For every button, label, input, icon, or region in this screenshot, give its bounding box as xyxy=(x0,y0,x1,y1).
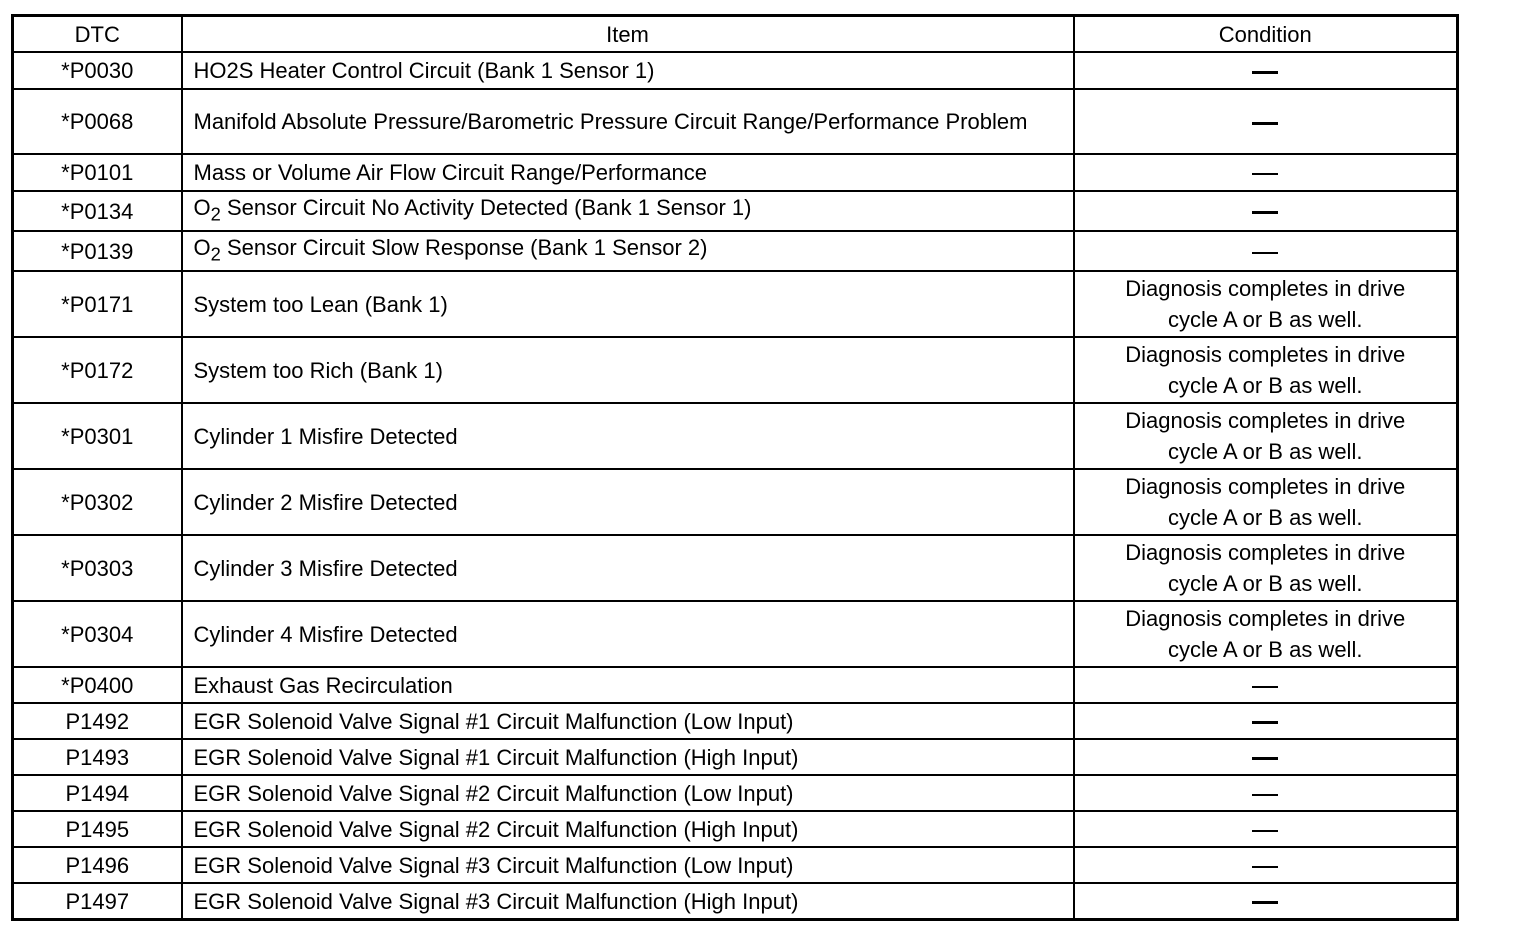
condition-cell xyxy=(1074,271,1458,337)
dtc-code: P1496 xyxy=(13,847,182,883)
condition-line-1: Diagnosis completes in drive xyxy=(1125,342,1406,367)
item-description: Cylinder 2 Misfire Detected xyxy=(182,469,1074,535)
table-row xyxy=(13,601,1458,667)
dtc-code: *P0139 xyxy=(13,231,182,271)
condition-cell xyxy=(1074,535,1458,601)
item-description xyxy=(182,231,1074,271)
dtc-code: P1497 xyxy=(13,883,182,920)
table-row xyxy=(13,403,1458,469)
item-description: Cylinder 4 Misfire Detected xyxy=(182,601,1074,667)
condition-line-2: cycle A or B as well. xyxy=(1168,373,1363,398)
dash xyxy=(1252,830,1278,832)
subscript: 2 xyxy=(210,243,221,265)
header-item: Item xyxy=(182,16,1074,53)
item-description: EGR Solenoid Valve Signal #1 Circuit Malfunction (High Input) xyxy=(182,739,1074,775)
condition-line-2: cycle A or B as well. xyxy=(1168,571,1363,596)
condition-line-1: Diagnosis completes in drive xyxy=(1125,276,1406,301)
item-description: Mass or Volume Air Flow Circuit Range/Performance xyxy=(182,154,1074,191)
item-description: System too Lean (Bank 1) xyxy=(182,271,1074,337)
item-description xyxy=(182,191,1074,231)
condition-cell xyxy=(1074,775,1458,811)
condition-cell xyxy=(1074,89,1458,154)
table-row xyxy=(13,52,1458,89)
condition-cell xyxy=(1074,811,1458,847)
dtc-code: *P0030 xyxy=(13,52,182,89)
dash xyxy=(1252,794,1278,796)
condition-cell xyxy=(1074,601,1458,667)
table-row xyxy=(13,883,1458,920)
condition-line-2: cycle A or B as well. xyxy=(1168,637,1363,662)
condition-cell xyxy=(1074,703,1458,739)
condition-line-2: cycle A or B as well. xyxy=(1168,505,1363,530)
dtc-code: P1495 xyxy=(13,811,182,847)
table-row xyxy=(13,191,1458,231)
header-condition: Condition xyxy=(1074,16,1458,53)
condition-cell xyxy=(1074,739,1458,775)
dash xyxy=(1252,686,1278,688)
item-description: Cylinder 3 Misfire Detected xyxy=(182,535,1074,601)
item-description: System too Rich (Bank 1) xyxy=(182,337,1074,403)
condition-cell xyxy=(1074,403,1458,469)
condition-cell xyxy=(1074,52,1458,89)
table-row xyxy=(13,739,1458,775)
dash xyxy=(1252,757,1278,760)
condition-cell xyxy=(1074,231,1458,271)
item-description: HO2S Heater Control Circuit (Bank 1 Sensor 1) xyxy=(182,52,1074,89)
subscript: 2 xyxy=(210,203,221,225)
table-row xyxy=(13,469,1458,535)
condition-line-2: cycle A or B as well. xyxy=(1168,439,1363,464)
header-dtc: DTC xyxy=(13,16,182,53)
condition-line-2: cycle A or B as well. xyxy=(1168,307,1363,332)
condition-cell xyxy=(1074,847,1458,883)
dtc-code: *P0400 xyxy=(13,667,182,703)
dash xyxy=(1252,721,1278,724)
dtc-code: *P0303 xyxy=(13,535,182,601)
table-row xyxy=(13,847,1458,883)
condition-line-1: Diagnosis completes in drive xyxy=(1125,540,1406,565)
item-suffix: Sensor Circuit Slow Response (Bank 1 Sensor 2) xyxy=(220,235,708,261)
item-prefix: O xyxy=(193,195,211,221)
dtc-code: *P0301 xyxy=(13,403,182,469)
dash xyxy=(1252,122,1278,125)
item-description: Cylinder 1 Misfire Detected xyxy=(182,403,1074,469)
dash xyxy=(1252,71,1278,74)
table-row xyxy=(13,703,1458,739)
dtc-code: *P0134 xyxy=(13,191,182,231)
dtc-code: P1493 xyxy=(13,739,182,775)
condition-line-1: Diagnosis completes in drive xyxy=(1125,474,1406,499)
condition-cell xyxy=(1074,337,1458,403)
dtc-code: *P0304 xyxy=(13,601,182,667)
table-row xyxy=(13,89,1458,154)
condition-cell xyxy=(1074,883,1458,920)
dash xyxy=(1252,173,1278,175)
condition-cell xyxy=(1074,667,1458,703)
item-description: EGR Solenoid Valve Signal #1 Circuit Malfunction (Low Input) xyxy=(182,703,1074,739)
dtc-table xyxy=(11,14,1459,921)
condition-line-1: Diagnosis completes in drive xyxy=(1125,408,1406,433)
dash xyxy=(1252,252,1278,254)
item-description: Exhaust Gas Recirculation xyxy=(182,667,1074,703)
dtc-code: *P0172 xyxy=(13,337,182,403)
item-description: EGR Solenoid Valve Signal #3 Circuit Malfunction (Low Input) xyxy=(182,847,1074,883)
table-row xyxy=(13,775,1458,811)
dash xyxy=(1252,866,1278,868)
table-row xyxy=(13,667,1458,703)
dash xyxy=(1252,211,1278,214)
dtc-code: *P0068 xyxy=(13,89,182,154)
dtc-code: P1494 xyxy=(13,775,182,811)
table-row xyxy=(13,337,1458,403)
condition-cell xyxy=(1074,191,1458,231)
condition-cell xyxy=(1074,154,1458,191)
table-row xyxy=(13,811,1458,847)
header-row xyxy=(13,16,1458,53)
item-description: EGR Solenoid Valve Signal #2 Circuit Malfunction (Low Input) xyxy=(182,775,1074,811)
table-row xyxy=(13,271,1458,337)
table-row xyxy=(13,231,1458,271)
dtc-code: *P0101 xyxy=(13,154,182,191)
condition-line-1: Diagnosis completes in drive xyxy=(1125,606,1406,631)
dtc-code: P1492 xyxy=(13,703,182,739)
dash xyxy=(1252,901,1278,904)
item-description: EGR Solenoid Valve Signal #3 Circuit Malfunction (High Input) xyxy=(182,883,1074,920)
item-description: Manifold Absolute Pressure/Barometric Pressure Circuit Range/Performance Problem xyxy=(182,89,1074,154)
condition-cell xyxy=(1074,469,1458,535)
item-suffix: Sensor Circuit No Activity Detected (Bank 1 Sensor 1) xyxy=(220,195,752,221)
dtc-code: *P0302 xyxy=(13,469,182,535)
item-description: EGR Solenoid Valve Signal #2 Circuit Malfunction (High Input) xyxy=(182,811,1074,847)
item-prefix: O xyxy=(193,235,211,261)
table-row xyxy=(13,535,1458,601)
table-row xyxy=(13,154,1458,191)
dtc-code: *P0171 xyxy=(13,271,182,337)
